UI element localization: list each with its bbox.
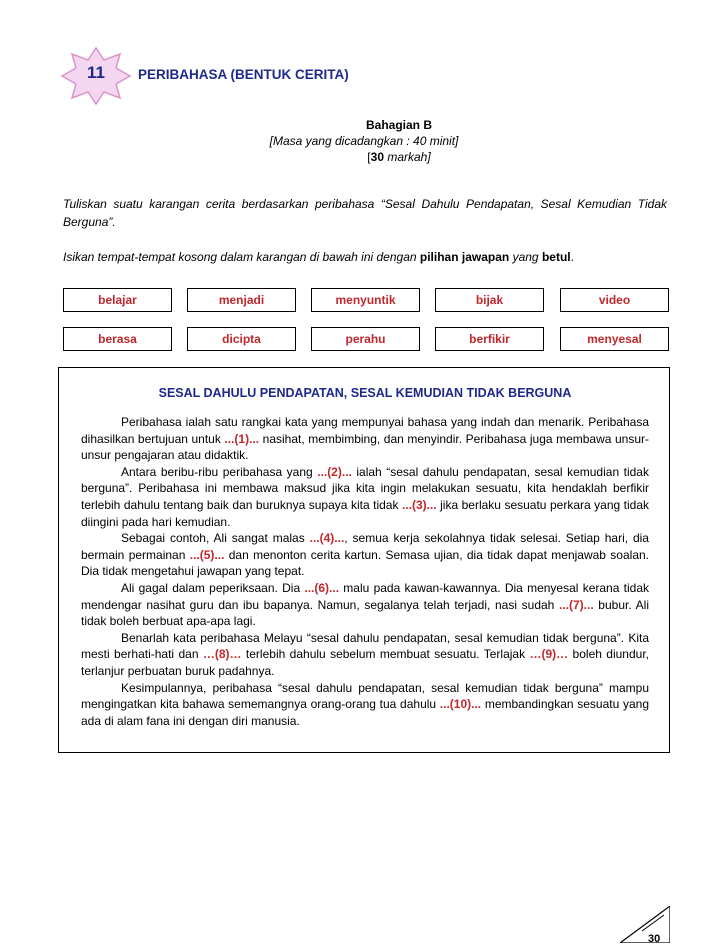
- section-number-badge: [60, 46, 132, 106]
- option-word[interactable]: dicipta: [187, 327, 296, 351]
- story-text: malu pada kawan-kawannya. Dia menyesal kerana tidak mendengar nasihat guru dan ibu bapanya. Namun, segalanya telah terjadi, nasi sudah: [81, 580, 649, 612]
- blank-10[interactable]: ...(10)...: [439, 697, 482, 712]
- instruction-fill-bold1: pilihan jawapan: [419, 250, 510, 264]
- story-text: Kesimpulannya, peribahasa “sesal dahulu pendapatan, sesal kemudian tidak berguna” mampu mengingatkan kita bahawa sememangnya orang-orang tua dahulu: [81, 680, 649, 712]
- part-heading: Bahagian B: [365, 118, 432, 132]
- story-text: Antara beribu-ribu peribahasa yang: [121, 464, 318, 479]
- story-text: jika berlaku sesuatu perkara yang tidak diingini pada hari kemudian.: [81, 497, 650, 529]
- option-word[interactable]: video: [560, 288, 669, 312]
- story-text: Peribahasa ialah satu rangkai kata yang mempunyai bahasa yang indah dan menarik. Peribahasa dihasilkan bertujuan untuk: [81, 415, 649, 446]
- story-text: terlebih dahulu sebelum membuat sesuatu. Terlajak: [241, 647, 530, 662]
- marks-value: 30: [370, 150, 384, 164]
- blank-9[interactable]: …(9)…: [529, 647, 569, 662]
- option-word[interactable]: belajar: [63, 288, 172, 312]
- page-number: 30: [648, 933, 661, 945]
- story-text: membandingkan sesuatu yang ada di alam fana ini dengan diri manusia.: [81, 697, 649, 728]
- story-text: , semua kerja sekolahnya tidak selesai. Setiap hari, dia bermain permainan: [81, 531, 649, 562]
- story-text: bubur. Ali tidak boleh berbuat apa-apa lagi.: [81, 597, 649, 629]
- options-row-2: [63, 327, 669, 351]
- story-text: Sebagai contoh, Ali sangat malas: [121, 531, 310, 546]
- blank-2[interactable]: ...(2)...: [317, 464, 352, 479]
- blank-3[interactable]: ...(3)...: [401, 497, 437, 512]
- story-paragraph: [81, 680, 649, 730]
- option-word[interactable]: menjadi: [187, 288, 296, 312]
- section-title: PERIBAHASA (BENTUK CERITA): [138, 67, 349, 82]
- story-paragraph: [81, 580, 649, 630]
- option-word[interactable]: menyesal: [560, 327, 669, 351]
- story-text: nasihat, membimbing, dan menyindir. Peribahasa juga membawa unsur-unsur pengajaran atau didaktik.: [81, 431, 650, 463]
- story-body: [81, 414, 649, 729]
- story-text: dan menonton cerita kartun. Semasa ujian, dia tidak dapat menjawab soalan. Dia tidak mengetahui jawapan yang tepat.: [81, 547, 649, 579]
- story-text: ialah “sesal dahulu pendapatan, sesal kemudian tidak berguna”. Peribahasa ini membawa maksud jika kita ingin melakukan sesuatu, kita hendaklah berfikir terlebih dahulu tentang baik dan buruknya supaya kita tidak: [81, 464, 649, 512]
- blank-5[interactable]: ...(5)...: [189, 547, 225, 562]
- marks-note: [35, 150, 728, 164]
- blank-7[interactable]: ...(7)...: [559, 597, 594, 612]
- blank-6[interactable]: ...(6)...: [304, 580, 340, 595]
- option-word[interactable]: berfikir: [435, 327, 544, 351]
- story-text: Ali gagal dalam peperiksaan. Dia: [121, 580, 305, 595]
- story-paragraph: [81, 630, 649, 680]
- option-word[interactable]: perahu: [311, 327, 420, 351]
- marks-suffix: markah]: [384, 150, 431, 164]
- blank-8[interactable]: …(8)…: [202, 647, 242, 662]
- option-word[interactable]: bijak: [435, 288, 544, 312]
- story-paragraph: [81, 464, 649, 530]
- story-text: Benarlah kata peribahasa Melayu “sesal dahulu pendapatan, sesal kemudian tidak berguna”. Kita mesti berhati-hati dan: [81, 630, 649, 662]
- story-paragraph: [81, 530, 649, 580]
- instruction-fill-a: Isikan tempat-tempat kosong dalam karangan di bawah ini dengan: [63, 250, 420, 264]
- blank-1[interactable]: ...(1)...: [224, 431, 260, 446]
- instruction-fill-e: .: [570, 250, 574, 264]
- blank-4[interactable]: ...(4)...: [309, 531, 345, 546]
- instruction-fill-c: yang: [509, 250, 542, 264]
- marks-prefix: [: [367, 150, 371, 164]
- time-note: [0, 134, 728, 148]
- options-row-1: [63, 288, 669, 312]
- option-word[interactable]: berasa: [63, 327, 172, 351]
- instruction-fill: [63, 250, 667, 264]
- story-title: SESAL DAHULU PENDAPATAN, SESAL KEMUDIAN TIDAK BERGUNA: [158, 386, 572, 400]
- option-word[interactable]: menyuntik: [311, 288, 420, 312]
- story-text: boleh diundur, terlanjur perbuatan buruk padahnya.: [81, 647, 650, 678]
- story-paragraph: [81, 414, 649, 464]
- instruction-fill-bold2: betul: [541, 250, 571, 264]
- instruction-writing: Tuliskan suatu karangan cerita berdasarkan peribahasa “Sesal Dahulu Pendapatan, Sesal Kemudian Tidak Berguna”.: [63, 197, 667, 229]
- time-text: [Masa yang dicadangkan : 40 minit]: [269, 134, 459, 148]
- story-box: [58, 367, 670, 753]
- page-corner-icon: [620, 906, 670, 943]
- section-number: 11: [87, 63, 105, 82]
